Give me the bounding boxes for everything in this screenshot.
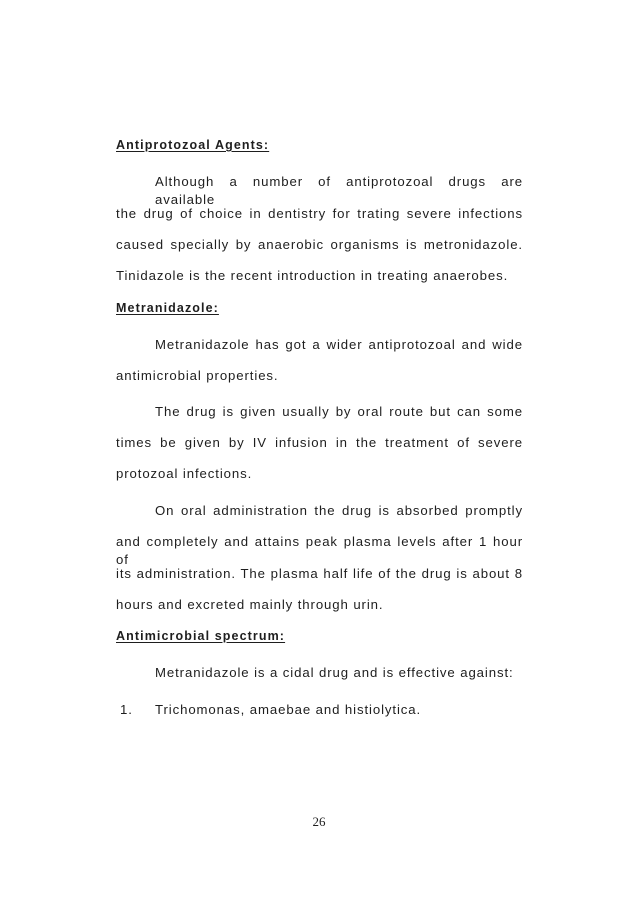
paragraph-line: On oral administration the drug is absorbed promptly	[155, 503, 523, 518]
paragraph-line: The drug is given usually by oral route but can some	[155, 404, 523, 419]
paragraph-line: hours and excreted mainly through urin.	[116, 597, 384, 612]
paragraph-line: protozoal infections.	[116, 466, 253, 481]
paragraph-line: its administration. The plasma half life of the drug is about 8	[116, 566, 523, 581]
heading-metranidazole: Metranidazole:	[116, 301, 219, 315]
list-item-text: Trichomonas, amaebae and histiolytica.	[155, 702, 422, 717]
paragraph-line: Although a number of antiprotozoal drugs are available	[155, 174, 523, 207]
paragraph-line: Metranidazole has got a wider antiprotozoal and wide	[155, 337, 523, 352]
page-number: 26	[312, 814, 326, 829]
list-item-number: 1.	[120, 702, 133, 717]
paragraph-line: caused specially by anaerobic organisms is metronidazole.	[116, 237, 523, 252]
heading-antiprotozoal-agents: Antiprotozoal Agents:	[116, 138, 270, 152]
heading-antimicrobial-spectrum: Antimicrobial spectrum:	[116, 629, 286, 643]
paragraph-line: Tinidazole is the recent introduction in treating anaerobes.	[116, 268, 509, 283]
paragraph-line: antimicrobial properties.	[116, 368, 279, 383]
paragraph-line: times be given by IV infusion in the treatment of severe	[116, 435, 523, 450]
paragraph-line: and completely and attains peak plasma levels after 1 hour of	[116, 534, 523, 567]
paragraph-line: Metranidazole is a cidal drug and is effective against:	[155, 665, 514, 680]
paragraph-line: the drug of choice in dentistry for trating severe infections	[116, 206, 523, 221]
